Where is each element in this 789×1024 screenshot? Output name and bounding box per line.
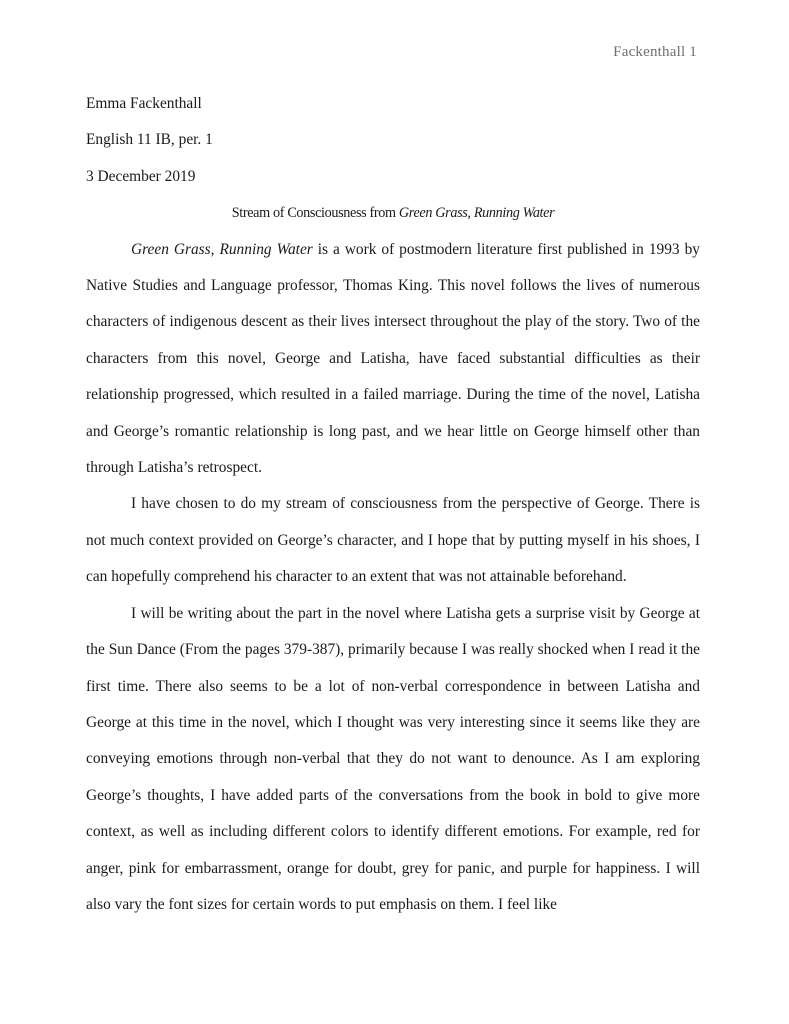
paragraph-3: I will be writing about the part in the novel where Latisha gets a surprise visit by George at the Sun Dance (From the pages 379-387), primarily because I was really shocked when I read it the first time. There also seems to be a lot of non-verbal correspondence in between Latisha and George at this time in the novel, which I thought was very interesting since it seems like they are conveying emotions through non-verbal that they do not want to denounce. As I am exploring George’s thoughts, I have added parts of the conversations from the book in bold to give more context, as well as including different colors to identify different emotions. For example, red for anger, pink for embarrassment, orange for doubt, grey for panic, and purple for happiness. I will also vary the font sizes for certain words to put emphasis on them. I feel like — [86, 604, 700, 913]
author-name: Emma Fackenthall — [86, 95, 202, 112]
running-head: Fackenthall 1 — [613, 44, 697, 60]
title-book: Green Grass, Running Water — [398, 205, 555, 222]
essay-title — [86, 195, 700, 231]
essay-date: 3 December 2019 — [86, 167, 196, 185]
paragraph-1-text: is a work of postmodern literature first published in 1993 by Native Studies and Language professor, Thomas King. This novel follows the lives of numerous characters of indigenous descent as their lives intersect throughout the play of the story. Two of the characters from this novel, George and Latisha, have faced substantial difficulties as their relationship progressed, which resulted in a failed marriage. During the time of the novel, Latisha and George’s romantic relationship is long past, and we hear little on George himself other than through Latisha’s retrospect. — [86, 240, 700, 477]
essay-body — [86, 86, 700, 923]
paragraph-2: I have chosen to do my stream of consciousness from the perspective of George. There is not much context provided on George’s character, and I hope that by putting myself in his shoes, I can hopefully comprehend his character to an extent that was not attainable beforehand. — [86, 495, 700, 586]
course-name: English 11 IB, per. 1 — [86, 131, 213, 149]
paragraph-1 — [86, 232, 700, 487]
paragraph-1-book-title: Green Grass, Running Water — [131, 240, 313, 258]
title-prefix: Stream of Consciousness from — [231, 205, 399, 222]
